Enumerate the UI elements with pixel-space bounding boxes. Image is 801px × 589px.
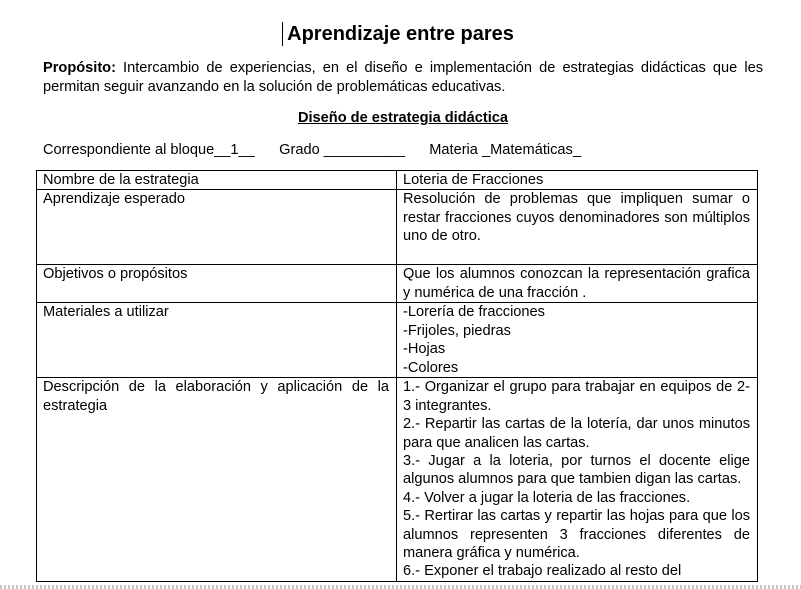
row-line: -Lorería de fracciones [403, 304, 545, 321]
row-line: -Hojas [403, 341, 446, 358]
row-line: 1.- Organizar el grupo para trabajar en equipos de 2-3 integrantes. [403, 379, 750, 414]
row-line: -Colores [403, 359, 459, 376]
row-label: Materiales a utilizar [37, 303, 397, 378]
materia-label: Materia [429, 142, 478, 158]
table-row [37, 265, 758, 303]
strategy-table [36, 170, 758, 582]
bloque-label: Correspondiente al bloque [43, 142, 215, 158]
document-title: Aprendizaje entre pares [287, 23, 514, 45]
row-line: 5.- Rertirar las cartas y repartir las hojas para que los alumnos representen 3 fracciones diferentes de manera gráfica y numérica. [403, 508, 750, 562]
purpose-text: Intercambio de experiencias, en el diseño e implementación de estrategias didácticas que les permitan seguir avanzando en la solución de problemáticas educativas. [43, 60, 763, 95]
row-label: Objetivos o propósitos [37, 265, 397, 303]
table-row [37, 171, 758, 190]
row-value [397, 171, 758, 190]
row-line: -Frijoles, piedras [403, 322, 511, 339]
bloque-value: __1__ [214, 142, 255, 158]
row-line: 6.- Exponer el trabajo realizado al resto del [403, 563, 682, 580]
table-row [37, 303, 758, 378]
row-line: 3.- Jugar a la loteria, por turnos el docente elige algunos alumnos para que tambien digan las cartas. [403, 453, 750, 488]
row-line: 2.- Repartir las cartas de la lotería, dar unos minutos para que analicen las cartas. [403, 416, 750, 451]
table-row [37, 378, 758, 581]
row-value [397, 303, 758, 378]
materia-value: _Matemáticas_ [481, 142, 581, 158]
row-label: Descripción de la elaboración y aplicación de la estrategia [37, 378, 397, 581]
meta-line [43, 141, 581, 160]
purpose-paragraph [43, 59, 763, 97]
row-line: Que los alumnos conozcan la representación grafica y numérica de una fracción . [403, 266, 750, 301]
grado-value: __________ [323, 142, 405, 158]
row-value [397, 378, 758, 581]
grado-label: Grado [279, 142, 320, 158]
row-line: Resolución de problemas que impliquen sumar o restar fracciones cuyos denominadores son múltiplos uno de otro. [403, 191, 750, 245]
purpose-label: Propósito: [43, 60, 116, 76]
row-line: Loteria de Fracciones [403, 172, 544, 188]
row-label: Aprendizaje esperado [37, 190, 397, 265]
section-subtitle: Diseño de estrategia didáctica [297, 110, 509, 126]
row-value [397, 265, 758, 303]
row-value [397, 190, 758, 265]
row-label: Nombre de la estrategia [37, 171, 397, 190]
page-break-line [0, 585, 801, 589]
row-line: 4.- Volver a jugar la loteria de las fracciones. [403, 489, 691, 506]
table-row [37, 190, 758, 265]
